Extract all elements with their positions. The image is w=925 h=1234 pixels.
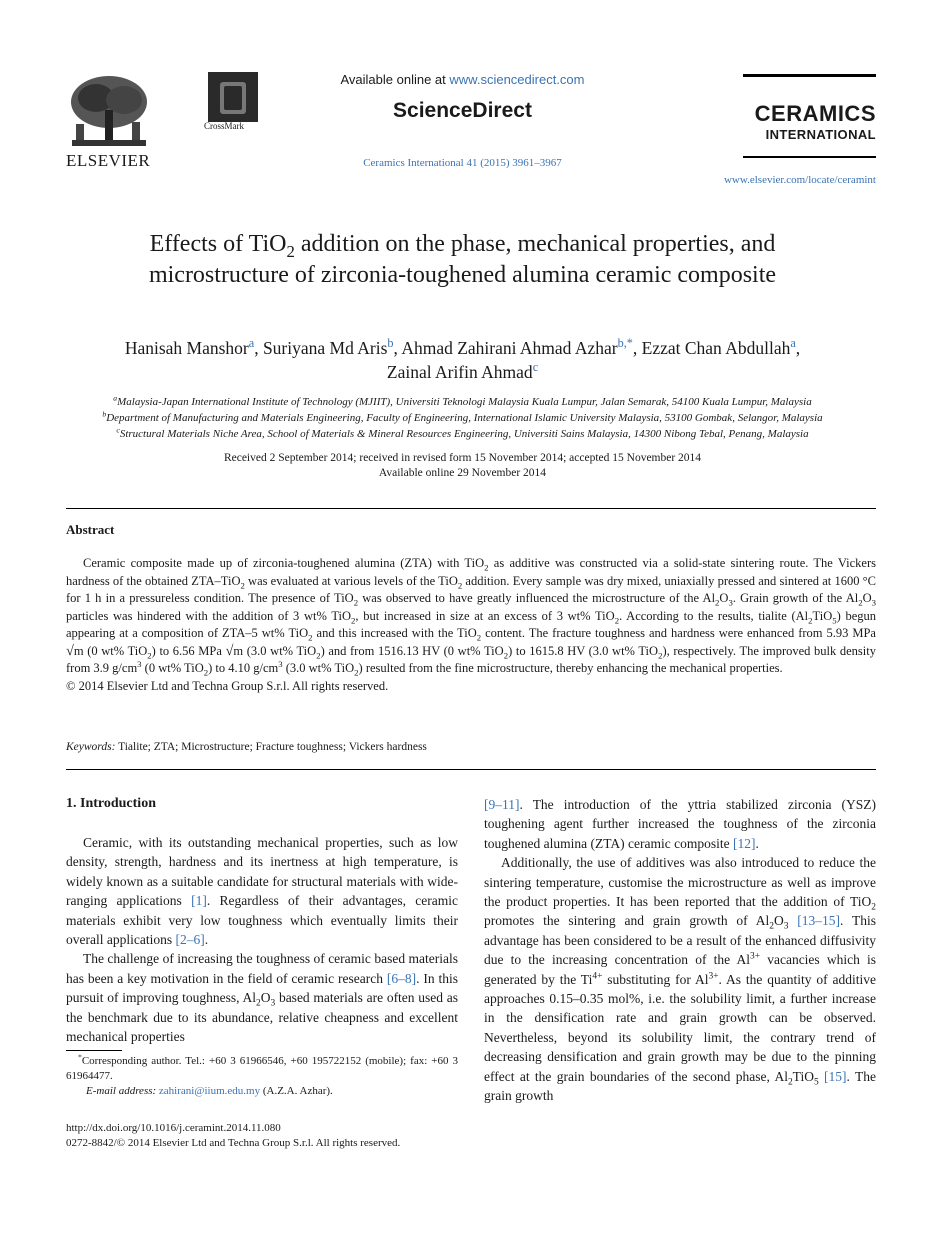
email-link[interactable]: zahirani@iium.edu.my bbox=[158, 1085, 261, 1097]
citation-link[interactable]: [15] bbox=[824, 1068, 847, 1084]
doi-link[interactable]: http://dx.doi.org/10.1016/j.ceramint.2014.11.080 bbox=[66, 1122, 281, 1134]
keywords: Keywords: Tialite; ZTA; Microstructure; Fracture toughness; Vickers hardness bbox=[66, 741, 427, 753]
journal-logo-subtitle: INTERNATIONAL bbox=[765, 127, 876, 142]
sciencedirect-link[interactable]: www.sciencedirect.com bbox=[449, 72, 585, 87]
crossmark-label: CrossMark bbox=[204, 121, 244, 131]
journal-logo-title: CERAMICS bbox=[754, 101, 876, 126]
citation-link[interactable]: [9–11] bbox=[484, 797, 520, 812]
author[interactable]: Ahmad Zahirani Ahmad Azhar bbox=[401, 338, 618, 358]
journal-url[interactable]: www.elsevier.com/locate/ceramint bbox=[723, 174, 876, 186]
affiliation: $^a$Malaysia-Japan International Institute of Technology (MJIIT), Universiti Teknologi Malaysia Kuala Lumpur, Jalan Semarak, 54100 Kuala Lumpur, Malaysia bbox=[113, 393, 812, 408]
right-column-text: [9–11]. The introduction of the yttria stabilized zirconia (YSZ) toughening agent further increased the toughness of the zirconia toughened alumina (ZTA) ceramic composite [12]. Additionally, the use of additives was also introduced to reduce the sintering temperature, customise the microstructure as well as improve the product properties. It has been reported that the addition of TiO$_2$ promotes the sintering and grain growth of $Al_2O_3$ [13–15]. This advantage has been considered to be a result of the enhanced diffusivity due to the increasing concentration of the $Al^{3+}$ vacancies which is generated by the $Ti^{4+}$ substituting for $Al^{3+}$. As the quantity of additive approaches 0.15–0.35 mol%, i.e. the solubility limit, a further increase in the densification rate and grain growth can be observed. Nevertheless, beyond its solubility limit, the contrary trend of decreasing densification and grain growth may be due to the pinning effect at the grain boundaries of the second phase, $Al_2TiO_5$ [15]. The grain growth bbox=[484, 797, 877, 1104]
citation-link[interactable]: [6–8] bbox=[386, 970, 417, 986]
citation-link[interactable]: [2–6] bbox=[175, 932, 205, 948]
journal-logo-top-rule bbox=[743, 74, 876, 77]
article-footer: http://dx.doi.org/10.1016/j.ceramint.2014.11.080 0272-8842/© 2014 Elsevier Ltd and Techna Group S.r.l. All rights reserved. bbox=[66, 1122, 401, 1149]
citation-link[interactable]: [12] bbox=[732, 835, 756, 851]
article-dates: Received 2 September 2014; received in revised form 15 November 2014; accepted 15 November 2014 Available online 29 November 2014 bbox=[223, 452, 702, 479]
article-title: Effects of TiO$_2$ addition on the phase, mechanical properties, and microstructure of zirconia-toughened alumina ceramic composite bbox=[148, 231, 777, 288]
footnote: *Corresponding author. Tel.: +60 3 61966546, +60 195722152 (mobile); fax: +60 3 61964477. E-mail address: zahirani@iium.edu.my (A.Z.A. Azhar). bbox=[66, 1052, 458, 1097]
author[interactable]: Zainal Arifin Ahmad bbox=[386, 362, 533, 382]
abstract-heading: Abstract bbox=[66, 522, 115, 537]
author-list: Hanisah Manshor$^a$, Suriyana Md Aris$^b$, Ahmad Zahirani Ahmad Azhar$^{b,*}$, Ezzat Chan Abdullah$^a$, Zainal Arifin Ahmad$^c$ bbox=[124, 336, 801, 382]
abstract-copyright: © 2014 Elsevier Ltd and Techna Group S.r.l. All rights reserved. bbox=[66, 678, 389, 693]
author[interactable]: Hanisah Manshor bbox=[124, 338, 249, 358]
section-heading: 1. Introduction bbox=[66, 796, 156, 811]
affiliation: $^c$Structural Materials Niche Area, School of Materials & Mineral Resources Engineering, Universiti Sains Malaysia, 14300 Nibong Tebal, Penang, Malaysia bbox=[116, 425, 809, 440]
footnote-rule bbox=[66, 1050, 122, 1051]
sciencedirect-logo: ScienceDirect bbox=[393, 99, 532, 122]
divider bbox=[66, 508, 876, 509]
left-column-text: Ceramic, with its outstanding mechanical properties, such as low density, strength, hardness and its inertness at high temperature, is widely known as a suitable candidate for structural materials with wide-ranging applications [1]. Regardless of their advantages, ceramic materials exhibit very low toughness which eventually limits their overall applications [2–6]. The challenge of increasing the toughness of ceramic based materials has been a key motivation in the field of ceramic research [6–8]. In this pursuit of improving toughness, $Al_2O_3$ based materials are often used as the benchmark due to its abundance, relative cheapness and excellent mechanical properties bbox=[66, 835, 458, 1045]
abstract-body: Ceramic composite made up of zirconia-toughened alumina (ZTA) with TiO$_2$ as additive was constructed via a solid-state sintering route. The Vickers hardness of the obtained ZTA–TiO$_2$ was evaluated at various levels of the TiO$_2$ addition. Every sample was dry mixed, uniaxially pressed and sintered at 1600 °C for 1 h in a pressureless condition. The presence of TiO$_2$ was observed to have greatly influenced the microstructure of the $Al_2O_3$. Grain growth of the $Al_2O_3$ particles was hindered with the addition of 3 wt% TiO$_2$, but increased in size at an excess of 3 wt% TiO$_2$. According to the results, tialite $(Al_2TiO_5)$ begun appearing at a composition of ZTA–5 wt% TiO$_2$ and this increased with the TiO$_2$ content. The fracture toughness and hardness were enhanced from 5.93 MPa √m (0 wt% TiO$_2$) to 6.56 MPa √m (3.0 wt% TiO$_2$) and from 1516.13 HV (0 wt% TiO$_2$) to 1615.8 HV (3.0 wt% TiO$_2$), respectively. The improved bulk density from 3.9 $g/cm^3$ (0 wt% TiO$_2$) to 4.10 $g/cm^3$ (3.0 wt% TiO$_2$) resulted from the fine microstructure, thereby enhancing the mechanical properties. © 2014 Elsevier Ltd and Techna Group S.r.l. All rights reserved. bbox=[66, 555, 876, 695]
journal-reference[interactable]: Ceramics International 41 (2015) 3961–3967 bbox=[363, 157, 562, 169]
available-online: Available online at www.sciencedirect.com bbox=[340, 72, 585, 87]
publisher-name: ELSEVIER bbox=[66, 151, 151, 170]
author[interactable]: Ezzat Chan Abdullah bbox=[641, 338, 791, 358]
author[interactable]: Suriyana Md Aris bbox=[262, 338, 388, 358]
citation-link[interactable]: [1] bbox=[191, 893, 207, 909]
affiliation: $^b$Department of Manufacturing and Materials Engineering, Faculty of Engineering, International Islamic University Malaysia, 53100 Gombak, Selangor, Malaysia bbox=[102, 409, 823, 424]
citation-link[interactable]: [13–15] bbox=[797, 913, 841, 929]
journal-logo-bottom-rule bbox=[743, 156, 876, 158]
divider bbox=[66, 769, 876, 770]
affiliations bbox=[50, 394, 875, 442]
